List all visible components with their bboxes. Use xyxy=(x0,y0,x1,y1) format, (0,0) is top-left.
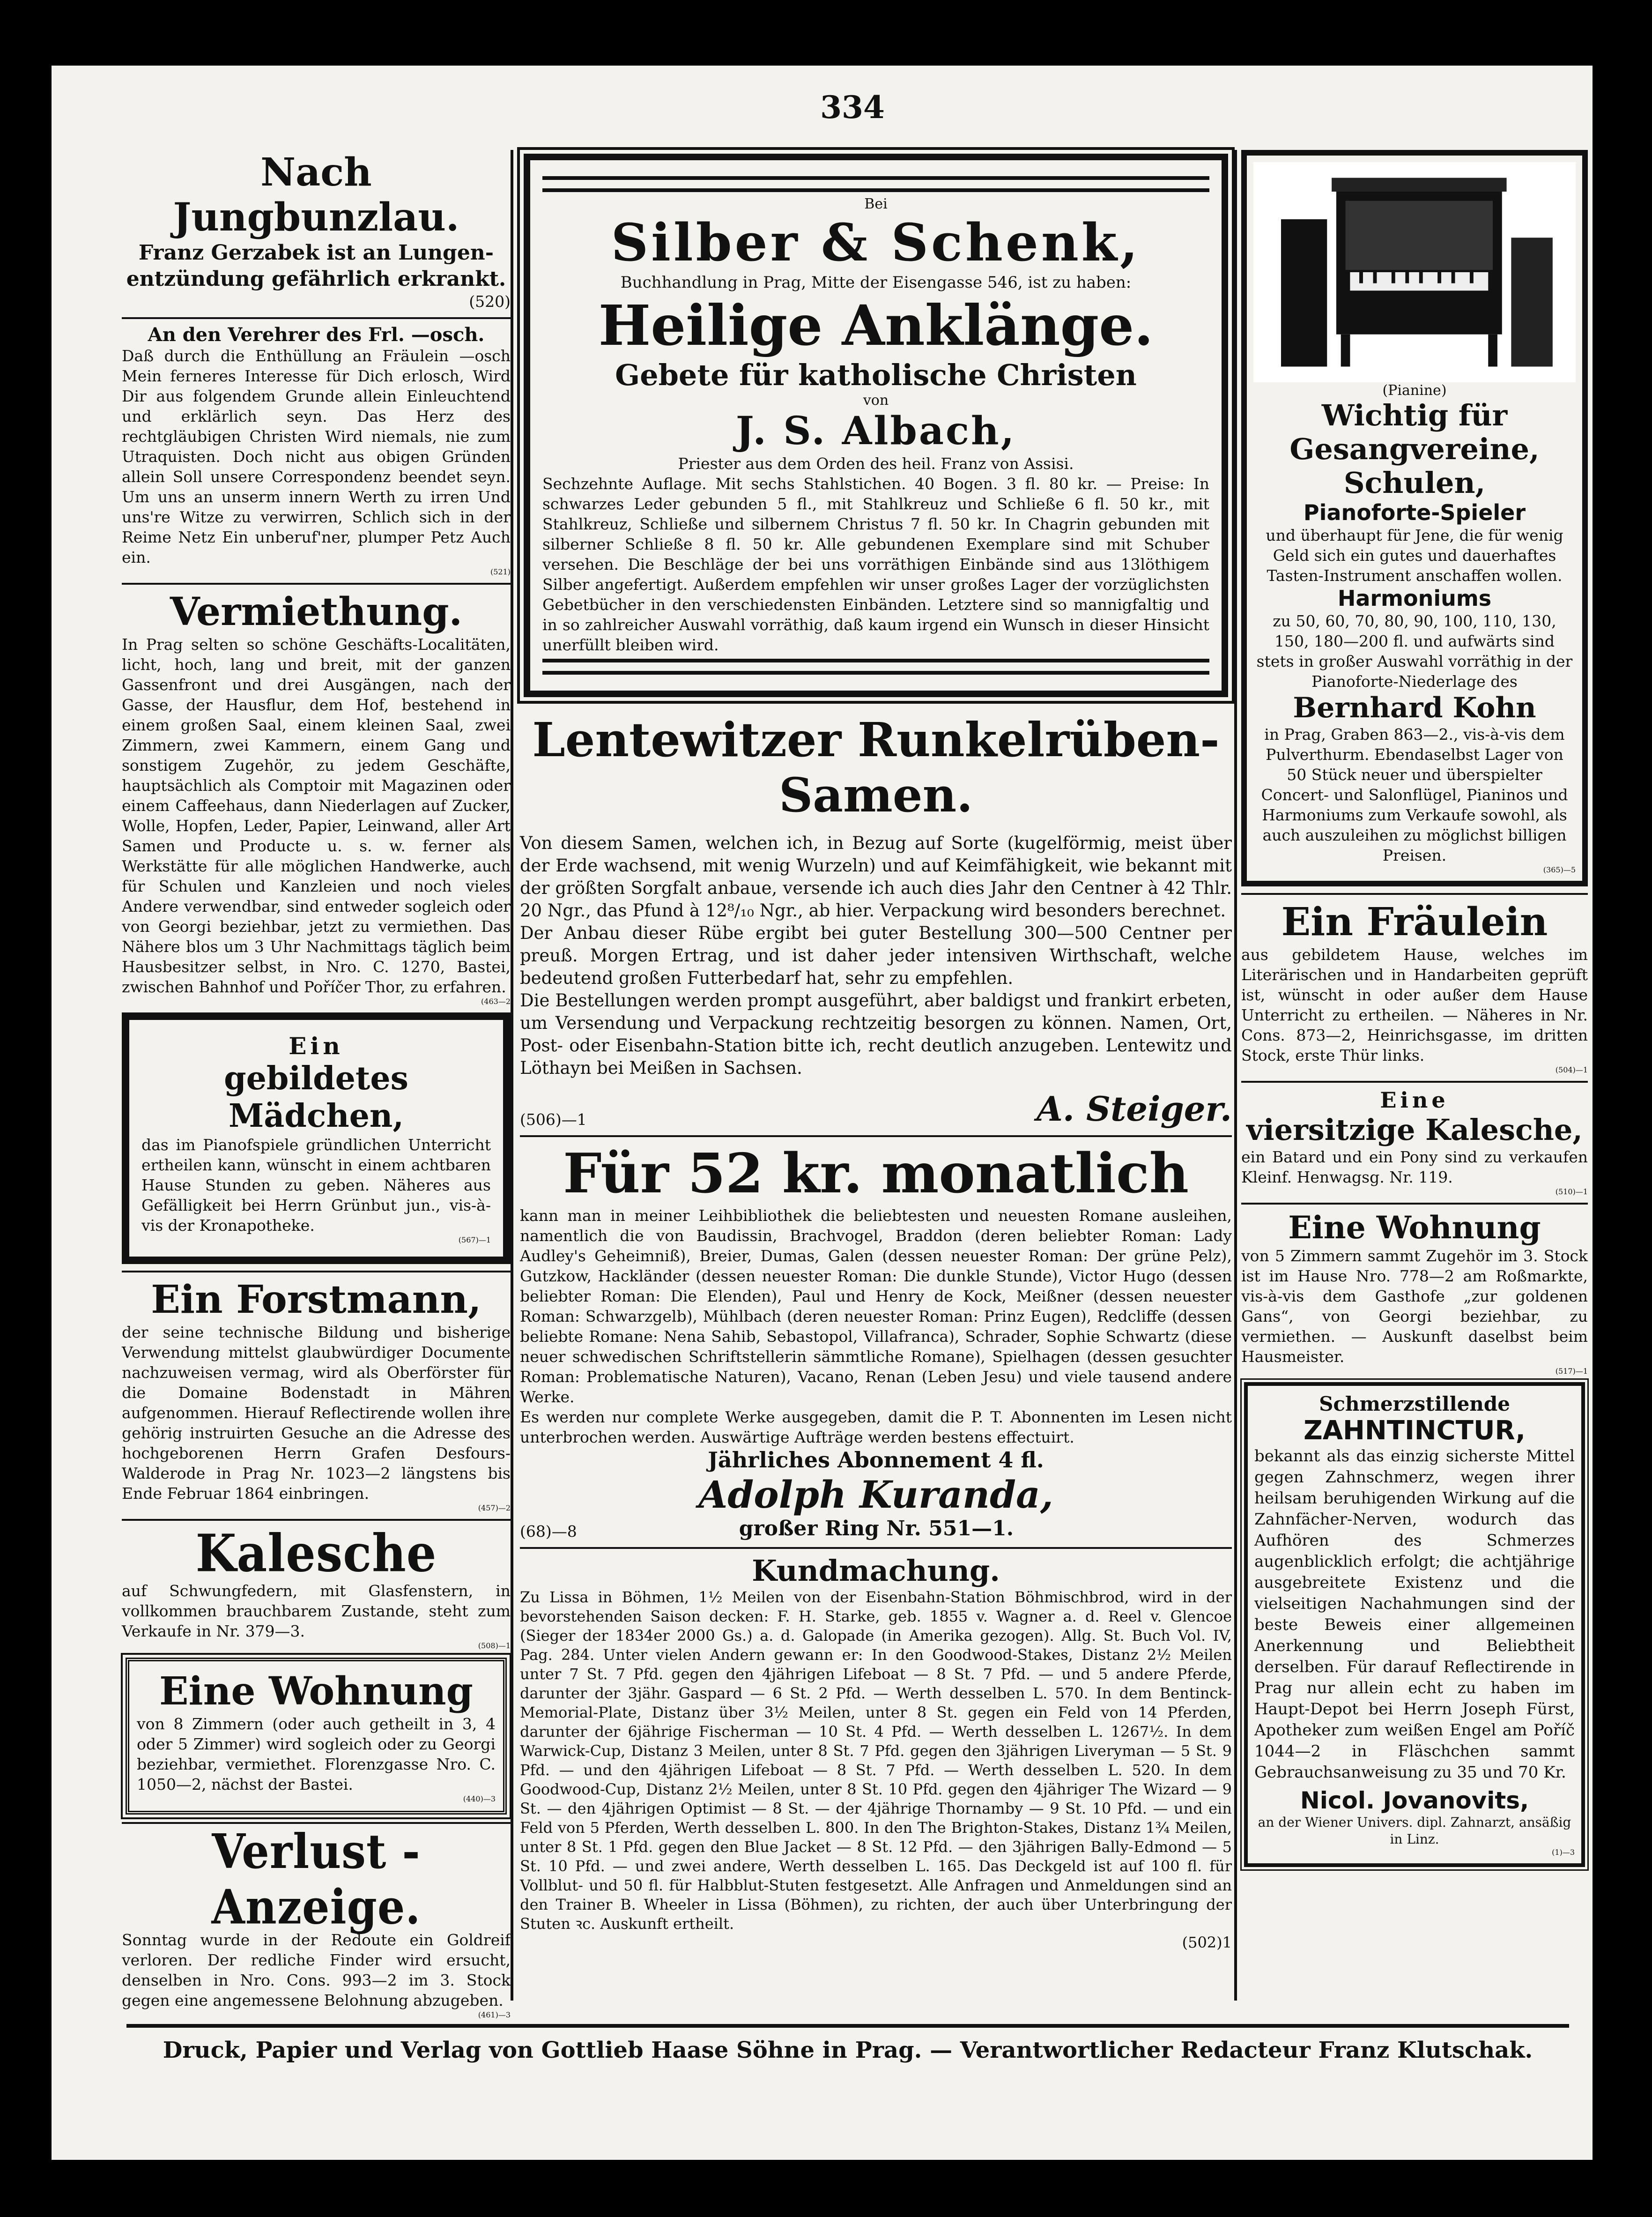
ornament-border xyxy=(542,176,1209,192)
ad-silber-schenk xyxy=(524,154,1228,697)
ad-zahntinctur xyxy=(1244,1382,1585,1867)
newspaper-page xyxy=(52,66,1593,2160)
column-middle xyxy=(520,150,1232,1958)
ad-desc: an der Wiener Univers. dipl. Zahnarzt, ansäßig in Linz. xyxy=(1258,1815,1571,1847)
ad-vermiethung xyxy=(122,583,511,1006)
ad-ref: (504)—1 xyxy=(1555,1065,1588,1074)
ad-ref: (461)—3 xyxy=(478,2010,511,2019)
ad-text-3: in Prag, Graben 863—2., vis-à-vis dem Pulverthurm. Ebendaselbst Lager von 50 Stück neuer und überspielter Concert- und Salonflügel, Pianinos und Harmoniums zum Verkaufe sowohl, als auch auszuleihen zu möglichst billigen Preisen. xyxy=(1261,725,1568,864)
ad-top: Eine xyxy=(1380,1087,1449,1113)
ad-title: Ein Forstmann, xyxy=(151,1277,482,1322)
ad-text: bekannt als das einzig sicherste Mittel gegen Zahnschmerz, wegen ihrer heilsam beruhigenden Wirkung auf die Zahnfächer-Nerven, wodurch das Aufhören des Schmerzes augenblicklich erfolgt; die achtjährige ausgebreitete Existenz und die vielseitigen Nachahmungen sind der beste Beweis einer allgemeinen Anerkennung und Beliebtheit derselben. Für darauf Reflectirende in Prag nur allein echt zu haben im Haupt-Depot bei Herrn Joseph Fürst, Apotheker zum weißen Engel am Poříč 1044—2 in Fläschchen sammt Gebrauchsanweisung zu 35 und 70 Kr. xyxy=(1254,1447,1575,1782)
ad-kalesche xyxy=(122,1519,511,1650)
column-left xyxy=(122,150,511,2026)
ad-ref: (521) xyxy=(490,567,511,576)
ad-text-1: und überhaupt für Jene, die für wenig Geld sich ein gutes und dauerhaftes Tasten-Instrument anschaffen wollen. xyxy=(1266,526,1563,585)
ad-text: ein Batard und ein Pony sind zu verkaufen Kleinf. Henwagsg. Nr. 119. xyxy=(1241,1148,1588,1186)
ornament-border xyxy=(542,659,1209,675)
ad-ref: (567)—1 xyxy=(458,1235,491,1244)
ad-wohnung-2 xyxy=(1241,1203,1588,1376)
ad-abonnement: Jährliches Abonnement 4 fl. xyxy=(708,1447,1044,1473)
ad-ref: (520) xyxy=(469,292,511,311)
ad-signature: A. Steiger. xyxy=(1037,1089,1232,1129)
ad-ref: (508)—1 xyxy=(478,1641,511,1650)
ad-title: Eine Wohnung xyxy=(1288,1209,1541,1246)
ad-verlust xyxy=(122,1822,511,2019)
ad-bei: Bei xyxy=(864,196,888,212)
ad-kalesche-viersitzig xyxy=(1241,1081,1588,1196)
ad-text: In Prag selten so schöne Geschäfts-Localitäten, licht, hoch, lang und breit, mit der ganzen Gassenfront und drei Ausgängen, nach der Gasse, der Hausflur, dem Hof, bestehend in einem großen Saal, einem kleinen Saal, zwei Zimmern, zwei Kammern, einem Gang und sonstigem Zugehör, zu jedem Geschäfte, hauptsächlich als Comptoir mit Magazinen oder einem Caffeehaus, dann Niederlagen auf Zucker, Wolle, Hopfen, Leder, Papier, Leinwand, aller Art Samen und Producte u. s. w. ferner als Werkstätte für alle möglichen Handwerke, auch für Schulen und Kanzleien und noch vieles Andere verwendbar, sind entweder sogleich oder von Georgi beziehbar, jetzt zu vermiethen. Das Nähere blos um 3 Uhr Nachmittags täglich beim Hausbesitzer selbst, in Nro. C. 1270, Bastei, zwischen Bahnhof und Poříčer Thor, zu erfahren. xyxy=(122,635,511,996)
ad-kundmachung xyxy=(520,1547,1232,1951)
ad-text: der seine technische Bildung und bisherige Verwendung mittelst glaubwürdiger Documente nachzuweisen vermag, wird als Oberförster für die Domaine Bodenstadt in Mähren aufgenommen. Hierauf Reflectirende wollen ihre gehörig instruirten Gesuche an die Adresse des hochgeborenen Herrn Grafen Desfours-Walderode in Prag Nr. 1023—2 längstens bis Ende Februar 1864 einbringen. xyxy=(122,1323,511,1503)
ad-ref: (517)—1 xyxy=(1555,1367,1588,1376)
ad-text-2: Der Anbau dieser Rübe ergibt bei guter Bestellung 300—500 Centner per preuß. Morgen Ertrag, und ist daher jeder intensiven Wirthschaft, welche bedeutend großen Futterbedarf hat, sehr zu empfehlen. xyxy=(520,923,1232,988)
ad-text: Sechzehnte Auflage. Mit sechs Stahlstichen. 40 Bogen. 3 fl. 80 kr. — Preise: In schwarzes Leder gebunden 5 fl., mit Stahlkreuz und Schließe 6 fl. 50 kr., mit Stahlkreuz, Schließe und silbernem Christus 7 fl. 50 kr. In Chagrin gebunden mit silberner Schließe 8 fl. 50 kr. Alle gebundenen Exemplare sind mit Schuber versehen. Die Beschläge der bei uns vorräthigen Einbände sind aus 13löthigem Silber angefertigt. Außerdem empfehlen wir unser großes Lager der vorzüglichsten Gebetbücher in den verschiedensten Einbänden. Letztere sind so mannigfaltig und in so zahlreicher Auswahl vorräthig, daß kaum irgend ein Wunsch in dieser Hinsicht unerfüllt bleiben wird. xyxy=(542,475,1209,654)
ad-subtitle: Pianoforte-Spieler xyxy=(1303,500,1526,525)
ad-address: Buchhandlung in Prag, Mitte der Eisengasse 546, ist zu haben: xyxy=(620,273,1132,292)
ad-ref: (440)—3 xyxy=(463,1794,496,1803)
imprint-footer: Druck, Papier und Verlag von Gottlieb Haase Söhne in Prag. — Verantwortlicher Redacteur Franz Klutschak. xyxy=(126,2024,1569,2063)
ad-heading: An den Verehrer des Frl. —osch. xyxy=(148,324,485,346)
ad-text: von 8 Zimmern (oder auch getheilt in 3, 4 oder 5 Zimmer) wird sogleich oder zu Georgi beziehbar, vermiethet. Florenzgasse Nro. C. 1050—2, nächst der Bastei. xyxy=(137,1715,496,1793)
ad-text: auf Schwungfedern, mit Glasfenstern, in vollkommen brauchbarem Zustande, steht zum Verkaufe in Nr. 379—3. xyxy=(122,1582,511,1640)
ad-title: gebildetes Mädchen, xyxy=(224,1060,408,1135)
ad-title: ZAHNTINCTUR, xyxy=(1304,1415,1526,1446)
ad-name: Bernhard Kohn xyxy=(1293,692,1536,724)
ad-name: Nicol. Jovanovits, xyxy=(1300,1787,1529,1814)
ad-title: viersitzige Kalesche, xyxy=(1246,1113,1583,1147)
ad-ref: (365)—5 xyxy=(1543,865,1576,874)
ad-title: Für 52 kr. monatlich xyxy=(563,1142,1189,1205)
ad-top: Ein xyxy=(289,1032,344,1060)
ad-forstmann xyxy=(122,1271,511,1512)
ad-kuranda xyxy=(520,1135,1232,1540)
ad-text: Franz Gerzabek ist an Lungen-entzündung gefährlich erkrankt. xyxy=(126,241,506,291)
ad-bernhard-kohn xyxy=(1241,150,1588,886)
ad-von: von xyxy=(863,392,889,409)
page-number: 334 xyxy=(820,89,885,126)
ad-pianine: (Pianine) xyxy=(1382,382,1447,399)
ad-verehrer xyxy=(122,317,511,576)
ad-name: Adolph Kuranda, xyxy=(698,1473,1053,1517)
ad-title: Heilige Anklänge. xyxy=(598,293,1154,358)
ad-title: Kalesche xyxy=(195,1523,437,1584)
ad-address: großer Ring Nr. 551—1. xyxy=(739,1517,1014,1540)
piano-illustration xyxy=(1253,162,1576,382)
ad-title: Kundmachung. xyxy=(752,1554,1000,1588)
ad-text: Sonntag wurde in der Redoute ein Goldreif verloren. Der redliche Finder wird ersucht, denselben in Nro. Cons. 993—2 im 3. Stock gegen eine angemessene Belohnung abzugeben. xyxy=(122,1931,511,2009)
ad-text-2: zu 50, 60, 70, 80, 90, 100, 110, 130, 150, 180—200 fl. und aufwärts sind stets in großer Auswahl vorräthig in der Pianoforte-Niederlage des xyxy=(1256,612,1573,691)
column-rule-right xyxy=(1234,150,1237,2001)
ad-title: Ein Fräulein xyxy=(1281,900,1548,945)
ad-runkelrueben xyxy=(520,701,1232,1129)
ad-firm: Silber & Schenk, xyxy=(611,212,1141,273)
ad-ref: (68)—8 xyxy=(520,1522,577,1540)
ad-text: kann man in meiner Leihbibliothek die beliebtesten und neuesten Romane ausleihen, namentlich die von Baudissin, Brachvogel, Braddon (deren beliebter Roman: Lady Audley's Geheimniß), Breier, Dumas, Galen (dessen neuester Roman: Der grüne Pelz), Gutzkow, Hackländer (dessen neuester Roman: Die dunkle Stunde), Victor Hugo (dessen beliebter Roman: Die Elenden), Paul und Henry de Kock, Meißner (dessen neuester Roman: Schwarzgelb), Mühlbach (deren neuester Roman: Prinz Eugen), Redcliffe (dessen beliebte Romane: Nena Sahib, Sebastopol, Villafranca), Schrader, Sophie Schwartz (diese neuer schwedischen Schriftstellerin sämmtliche Romane), Spielhagen (dessen gesuchter Roman: Problematische Naturen), Vacano, Renan (Leben Jesu) und viele tausend andere Werke. xyxy=(520,1206,1232,1406)
ad-ref: (506)—1 xyxy=(520,1110,587,1129)
ad-harmoniums: Harmoniums xyxy=(1337,586,1492,611)
ad-text: das im Pianofspiele gründlichen Unterricht ertheilen kann, wünscht in einem achtbaren Hause Stunden zu geben. Näheres aus Gefälligkeit bei Herrn Grünbut jun., vis-à-vis der Kronapotheke. xyxy=(141,1136,491,1235)
ad-text-2: Es werden nur complete Werke ausgegeben, damit die P. T. Abonnenten im Lesen nicht unterbrochen werden. Auswärtige Aufträge werden bestens effectuirt. xyxy=(520,1408,1232,1446)
ad-head: Schmerzstillende xyxy=(1319,1392,1510,1415)
column-rule-left xyxy=(511,150,513,2001)
ad-text: Zu Lissa in Böhmen, 1½ Meilen von der Eisenbahn-Station Böhmischbrod, wird in der bevorstehenden Saison decken: F. H. Starke, geb. 1855 v. Wagner a. d. Reel v. Glencoe (Sieger der 1834er 2000 Gs.) a. d. Galopade (in Amerika gezogen). Allg. St. Buch Vol. IV, Pag. 284. Unter vielen Andern gewann er: In den Goodwood-Stakes, Distanz 2½ Meilen unter 7 St. 7 Pfd. gegen den 4jährigen Lifeboat — 8 St. 7 Pfd. — und 5 andere Pferde, darunter der 3jähr. Gaspard — 6 St. 2 Pfd. — Werth desselben L. 570. In dem Bentinck-Memorial-Plate, Distanz über 3½ Meilen, unter 8 St. gegen ein Feld von 14 Pferden, darunter der 6jährige Fischerman — 10 St. 4 Pfd. — Werth desselben L. 1267½. In dem Warwick-Cup, Distanz 3 Meilen, unter 8 St. 7 Pfd. gegen den 3jährigen Liveryman — 5 St. 9 Pfd. — und den 4jährigen Lifeboat — 8 St. 7 Pfd. — Werth desselben L. 520. In dem Goodwood-Cup, Distanz 2½ Meilen, unter 8 St. 10 Pfd. gegen den 4jähriger The Wizard — 9 St. — den 4jährigen Optimist — 8 St. — der 4jährige Thornamby — 9 St. 10 Pfd. — und ein Feld von 5 Pferden, Werth desselben L. 800. In den The Brighton-Stakes, Distanz 1¾ Meilen, unter 8 St. 1 Pfd. gegen den Blue Jacket — 8 St. 12 Pfd. — den 3jährigen Bally-Edmond — 5 St. 10 Pfd. — und zwei andere, Werth desselben L. 165. Das Deckgeld ist auf 100 fl. für Vollblut- und 50 fl. für Halbblut-Stuten festgesetzt. Alle Anfragen und Anmeldungen sind an den Trainer B. Wheeler in Lissa (Böhmen), zu richten, der auch über Unterbringung der Stuten ꝛc. Auskunft ertheilt. xyxy=(520,1588,1232,1933)
ad-author-desc: Priester aus dem Orden des heil. Franz von Assisi. xyxy=(678,454,1074,473)
ad-text: Daß durch die Enthüllung an Fräulein —osch Mein ferneres Interesse für Dich erlosch, Wird Dir aus folgendem Grunde allein Einleuchtend und erklärlich seyn. Das Herz des rechtgläubigen Christen Wird niemals, nie zum Utraquisten. Doch nicht aus obigen Gründen allein Soll unsere Correspondenz beendet seyn. Um uns an unserm innern Werth zu irren Und uns're Witze zu verwirren, Schlich sich in der Reime Netz Ein unberuf'ner, plumper Petz Auch ein. xyxy=(122,347,511,566)
ad-title: Lentewitzer Runkelrüben-Samen. xyxy=(532,712,1220,823)
ad-ref: (457)—2 xyxy=(478,1503,511,1512)
ad-ref: (463—2 xyxy=(481,997,511,1006)
ad-ref: (1)—3 xyxy=(1552,1848,1575,1857)
ad-title: Vermiethung. xyxy=(170,589,463,634)
ad-text-3: Die Bestellungen werden prompt ausgeführt, aber baldigst und frankirt erbeten, um Versendung und Verpackung rechtzeitig besorgen zu können. Namen, Ort, Post- oder Eisenbahn-Station bitte ich, recht deutlich anzugeben. Lentewitz und Löthayn bei Meißen in Sachsen. xyxy=(520,990,1232,1078)
ad-jungbunzlau xyxy=(122,150,511,311)
ad-title: Nach Jungbunzlau. xyxy=(173,150,459,240)
ad-fraeulein xyxy=(1241,893,1588,1074)
ad-text-1: Von diesem Samen, welchen ich, in Bezug auf Sorte (kugelförmig, meist über der Erde wachsend, mit wenig Wurzeln) und auf Keimfähigkeit, wie bekannt mit der größten Sorgfalt anbaue, versende ich auch dies Jahr den Centner à 42 Thlr. 20 Ngr., das Pfund à 12⁸/₁₀ Ngr., ab hier. Verpackung wird besonders berechnet. xyxy=(520,833,1232,921)
ad-text: aus gebildetem Hause, welches im Literärischen und in Handarbeiten geprüft ist, wünscht in oder außer dem Hause Unterricht zu ertheilen. — Näheres in Nr. Cons. 873—2, Heinrichsgasse, im dritten Stock, erste Thür links. xyxy=(1241,945,1588,1064)
ad-text: von 5 Zimmern sammt Zugehör im 3. Stock ist im Hause Nro. 778—2 am Roßmarkte, vis-à-vis dem Gasthofe „zur goldenen Gans“, von Georgi beziehbar, zu vermiethen. — Auskunft daselbst beim Hausmeister. xyxy=(1241,1247,1588,1366)
ad-wohnung xyxy=(126,1658,507,1815)
ad-ref: (502)1 xyxy=(1182,1934,1232,1951)
ad-title: Verlust - Anzeige. xyxy=(211,1823,421,1935)
ad-ref: (510)—1 xyxy=(1555,1187,1588,1196)
ad-maedchen xyxy=(122,1012,511,1264)
ad-title: Wichtig für Gesangvereine, Schulen, xyxy=(1289,398,1540,500)
ad-author: J. S. Albach, xyxy=(735,409,1016,454)
pianine-icon xyxy=(1253,162,1576,382)
ad-subtitle: Gebete für katholische Christen xyxy=(615,358,1137,392)
ad-title: Eine Wohnung xyxy=(159,1669,473,1714)
column-right xyxy=(1241,150,1588,1872)
